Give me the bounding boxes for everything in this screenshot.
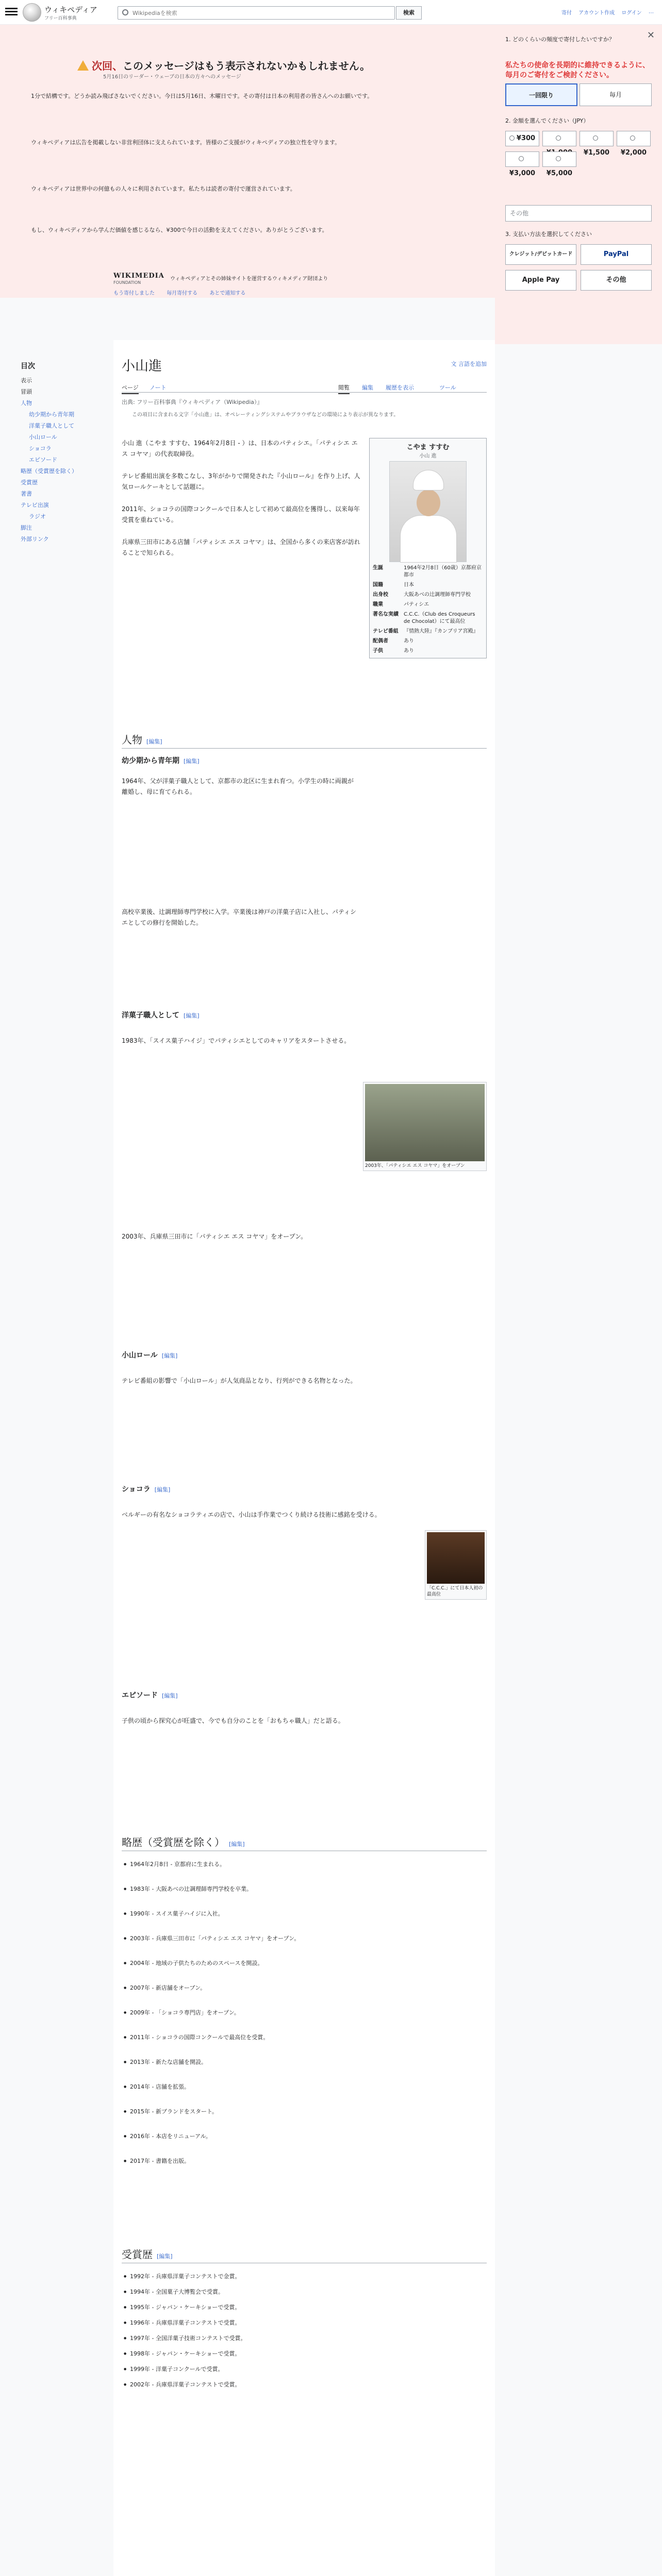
already-donated-link[interactable]: もう寄付しました — [113, 291, 155, 296]
store-photo[interactable] — [365, 1084, 485, 1161]
article-content — [113, 340, 495, 2576]
section-text: ベルギーの有名なショコラティエの店で、小山は手作業でつくり続ける技術に感銘を受ける。 — [122, 1511, 381, 1518]
section-heading — [122, 1834, 487, 1851]
main-menu-button[interactable] — [5, 6, 18, 18]
tagline: フリー百科事典 — [44, 16, 77, 21]
monthly-message: 私たちの使命を長期的に維持できるように、毎月のご寄付をご検討ください。 — [505, 61, 650, 79]
tab-page[interactable]: ページ — [122, 383, 139, 394]
history-item: ● 1990年 - スイス菓子ハイジに入社。 — [130, 1909, 481, 1918]
section-heading — [122, 1350, 487, 1360]
amount-option[interactable]: ¥5,000 — [542, 151, 576, 167]
toc-item[interactable]: 受賞歴 — [21, 479, 38, 486]
user-links — [556, 8, 654, 16]
toc-item[interactable]: テレビ出演 — [21, 502, 49, 509]
infobox-value: 日本 — [404, 582, 414, 588]
tab-read[interactable]: 閲覧 — [338, 383, 350, 394]
toc-item[interactable]: ショコラ — [29, 445, 52, 452]
infobox-row — [373, 601, 483, 608]
lead-paragraph: 小山 進（こやま すすむ、1964年2月8日 - ）は、日本のパティシエ。「パティシエ エス コヤマ」の代表取締役。 — [122, 439, 358, 457]
infobox-key: 生誕 — [373, 565, 383, 571]
tab-talk[interactable]: ノート — [150, 384, 167, 391]
create-account-link[interactable]: アカウント作成 — [578, 10, 615, 16]
banner-title — [77, 58, 370, 73]
history-item: ● 1964年2月8日 - 京都府に生まれる。 — [130, 1860, 481, 1869]
history-item: ● 2016年 - 本店をリニューアル。 — [130, 2132, 481, 2141]
infobox-rows — [373, 565, 483, 655]
infobox-value: あり — [404, 648, 414, 654]
infobox-row — [373, 591, 483, 599]
login-link[interactable]: ログイン — [621, 10, 642, 16]
infobox-row — [373, 638, 483, 645]
toc-item[interactable]: 表示 — [21, 377, 32, 384]
section-text: テレビ番組の影響で「小山ロール」が人気商品となり、行列ができる名物となった。 — [122, 1377, 357, 1384]
toc-item[interactable]: エピソード — [29, 456, 57, 463]
section-text: 子供の頃から探究心が旺盛で、今でも自分のことを「おもちゃ職人」だと語る。 — [122, 1717, 344, 1724]
language-button[interactable]: 文 言語を追加 — [451, 361, 487, 367]
infobox-key: 出身校 — [373, 592, 388, 598]
font-notice: この項目に含まれる文字「小山進」は、オペレーティングシステムやブラウザなどの環境により表示が異なります。 — [132, 412, 399, 418]
chocolate-figure[interactable] — [425, 1530, 487, 1600]
card-payment-button[interactable]: クレジット/デビットカード — [505, 244, 576, 265]
section-paragraph — [122, 1231, 410, 1242]
figure-caption: 2003年、「パティシエ エス コヤマ」をオープン — [365, 1163, 465, 1168]
close-icon[interactable]: ✕ — [647, 30, 655, 41]
infobox-name-kanji: 小山 進 — [419, 453, 437, 459]
history-item: ● 2017年 - 書籍を出版。 — [130, 2157, 481, 2165]
search-input[interactable] — [133, 9, 375, 17]
apple-pay-button[interactable]: Apple Pay — [505, 270, 576, 291]
infobox-value: パティシエ — [404, 602, 429, 607]
toc-item[interactable]: 人物 — [21, 400, 32, 406]
edit-section-link[interactable]: [編集] — [154, 1486, 171, 1493]
frequency-monthly-button[interactable]: 毎月 — [580, 83, 652, 106]
section-text: 1983年、「スイス菓子ハイジ」でパティシエとしてのキャリアをスタートさせる。 — [122, 1037, 351, 1044]
search-box[interactable] — [118, 6, 395, 20]
section-paragraph — [122, 1510, 410, 1520]
infobox-value: 大阪あべの辻調理師専門学校 — [404, 592, 471, 598]
section-heading — [122, 1690, 487, 1700]
history-item: ● 2009年 - 「ショコラ専門店」をオープン。 — [130, 2008, 481, 2017]
infobox-row — [373, 628, 483, 635]
infobox-key: 子供 — [373, 648, 383, 654]
other-amount-input[interactable]: その他 — [505, 205, 652, 222]
banner-subtitle: 5月16日のリーダー・ウェーブの日本の方々へのメッセージ — [103, 74, 241, 80]
lead-paragraph: 2011年、ショコラの国際コンクールで日本人として初めて最高位を獲得し、以来毎年受賞を重ねている。 — [122, 505, 360, 523]
banner-links — [113, 289, 256, 296]
award-item: ● 1999年 - 洋菓子コンクールで受賞。 — [130, 2365, 481, 2374]
section-text: 1964年、父が洋菓子職人として、京都市の北区に生まれ育つ。小学生の時に両親が離婚し、母に育てられる。 — [122, 777, 354, 795]
lead-paragraph: テレビ番組出演を多数こなし、3年がかりで開発された『小山ロール』を作り上げ、人気ロールケーキとして話題に。 — [122, 472, 360, 490]
toc-title: 目次 — [21, 362, 35, 370]
payment-question: 3. 支払い方法を選択してください — [505, 231, 592, 238]
toc-item[interactable]: 外部リンク — [21, 536, 49, 543]
history-item: ● 2004年 - 地域の子供たちのためのスペースを開設。 — [130, 1959, 481, 1968]
amount-question: 2. 金額を選んでください（JPY） — [505, 117, 589, 124]
chocolate-photo[interactable] — [427, 1532, 485, 1584]
toc-item[interactable]: ラジオ — [29, 513, 46, 520]
section-paragraph — [122, 1376, 410, 1386]
section-paragraph — [122, 907, 359, 928]
tab-tools[interactable]: ツール — [439, 384, 456, 391]
more-menu-icon[interactable]: ⋯ — [649, 10, 654, 16]
edit-section-link[interactable]: [編集] — [161, 1352, 178, 1359]
infobox-value: C.C.C.（Club des Croqueurs de Chocolat）にて最高位 — [404, 612, 475, 624]
wikipedia-logo-icon[interactable] — [23, 3, 41, 22]
tab-history[interactable]: 履歴を表示 — [386, 384, 414, 391]
donate-link[interactable]: 寄付 — [561, 10, 572, 16]
award-item: ● 1997年 - 全国洋菓子技術コンテストで受賞。 — [130, 2334, 481, 2343]
section-paragraph — [122, 776, 359, 798]
history-item: ● 2007年 - 新店舗をオープン。 — [130, 1984, 481, 1992]
amount-option[interactable]: ¥1,500 — [580, 131, 614, 146]
section-heading — [122, 1484, 487, 1494]
amount-option[interactable]: ¥3,000 — [505, 151, 539, 167]
amount-option[interactable]: ¥2,000 — [617, 131, 651, 146]
table-of-contents — [21, 361, 98, 545]
header — [0, 0, 662, 25]
section-text: 小山ロール — [122, 1351, 158, 1360]
frequency-once-button[interactable]: 一回限り — [505, 83, 577, 106]
award-item: ● 1995年 - ジャパン・ケーキショーで受賞。 — [130, 2303, 481, 2312]
donation-form — [495, 25, 662, 344]
section-paragraph — [122, 1716, 410, 1726]
section-text: 洋菓子職人として — [122, 1011, 179, 1020]
history-item: ● 2015年 - 新ブランドをスタート。 — [130, 2107, 481, 2116]
banner-paragraph: もし、ウィキペディアから学んだ価値を感じるなら、¥300で今日の活動を支えてください。ありがとうございます。 — [31, 227, 328, 233]
infobox-key: 著名な実績 — [373, 612, 399, 617]
infobox-value: あり — [404, 638, 414, 644]
search-button[interactable]: 検索 — [396, 6, 422, 20]
section-paragraph — [122, 1036, 359, 1046]
toc-item[interactable]: 脚注 — [21, 524, 32, 531]
history-item: ● 2003年 - 兵庫県三田市に「パティシエ エス コヤマ」をオープン。 — [130, 1934, 481, 1943]
award-item: ● 1998年 - ジャパン・ケーキショーで受賞。 — [130, 2349, 481, 2358]
other-payment-button[interactable]: その他 — [581, 270, 652, 291]
award-item: ● 2002年 - 兵庫県洋菓子コンテストで受賞。 — [130, 2380, 481, 2389]
frequency-question: 1. どのくらいの頻度で寄付したいですか？ — [505, 36, 615, 43]
toc-item[interactable]: 洋菓子職人として — [29, 422, 74, 429]
donate-monthly-link[interactable]: 毎月寄付する — [167, 291, 198, 296]
infobox-row — [373, 611, 483, 625]
toc-item[interactable]: 冒頭 — [21, 388, 32, 395]
banner-paragraph: ウィキペディアは世界中の何億もの人々に利用されています。私たちは読者の寄付で運営されています。 — [31, 185, 296, 192]
amount-option[interactable]: ¥300 — [505, 131, 539, 146]
banner-title-text: このメッセージはもう表示されないかもしれません。 — [123, 60, 370, 72]
remind-later-link[interactable]: あとで通知する — [209, 291, 246, 296]
search-icon — [122, 9, 128, 15]
infobox-value: 『情熱大陸』『カンブリア宮殿』 — [404, 629, 478, 634]
section-heading — [122, 1010, 487, 1020]
edit-section-link[interactable]: [編集] — [184, 758, 200, 765]
page-title: 小山進 — [122, 359, 162, 374]
history-item: ● 2014年 - 店舗を拡張。 — [130, 2082, 481, 2091]
section-heading — [122, 732, 487, 749]
edit-section-link[interactable]: [編集] — [146, 738, 162, 745]
section-text: 受賞歴 — [122, 2248, 153, 2261]
toc-item[interactable]: 小山ロール — [29, 434, 57, 440]
history-item: ● 2013年 - 新たな店舗を開設。 — [130, 2058, 481, 2066]
lead-paragraph: 兵庫県三田市にある店舗「パティシエ エス コヤマ」は、全国から多くの来店客が訪れることで知られる。 — [122, 538, 360, 556]
edit-section-link[interactable]: [編集] — [157, 2253, 173, 2260]
section-text: 高校卒業後、辻調理師専門学校に入学。卒業後は神戸の洋菓子店に入社し、パティシエとしての修行を開始した。 — [122, 908, 357, 926]
toc-list — [21, 375, 98, 545]
paypal-button[interactable]: PayPal — [581, 244, 652, 265]
section-heading — [122, 755, 487, 766]
figure-caption: 「C.C.C.」にて日本人初の最高位 — [427, 1586, 483, 1597]
section-text: 幼少期から青年期 — [122, 757, 179, 765]
section-text: 略歴（受賞歴を除く） — [122, 1836, 225, 1849]
portrait-image[interactable] — [389, 461, 467, 562]
edit-section-link[interactable]: [編集] — [184, 1012, 200, 1019]
infobox-name: こやま すすむ — [406, 444, 450, 451]
banner-tagline: ウィキペディアとその姉妹サイトを運営するウィキメディア財団より — [170, 276, 328, 282]
wikimedia-logo: WIKIMEDIA — [113, 272, 164, 280]
history-item: ● 1983年 - 大阪あべの辻調理師専門学校を卒業。 — [130, 1885, 481, 1893]
infobox-key: 職業 — [373, 602, 383, 607]
amount-option[interactable] — [542, 131, 576, 146]
infobox-key: テレビ番組 — [373, 629, 399, 634]
infobox-key: 配偶者 — [373, 638, 388, 644]
infobox-row — [373, 565, 483, 579]
section-text: エピソード — [122, 1691, 158, 1700]
section-heading — [122, 2246, 487, 2263]
tab-edit[interactable]: 編集 — [362, 384, 373, 391]
page-tabs — [122, 380, 487, 393]
award-item: ● 1996年 - 兵庫県洋菓子コンテストで受賞。 — [130, 2318, 481, 2327]
edit-section-link[interactable]: [編集] — [162, 1692, 178, 1699]
banner-paragraph: 1分で結構です。どうか読み飛ばさないでください。今日は5月16日、木曜日です。その寄付は日本の利用者の皆さんへのお願いです。 — [31, 93, 373, 99]
award-item: ● 1994年 - 全国菓子大博覧会で受賞。 — [130, 2287, 481, 2296]
store-figure[interactable] — [363, 1082, 487, 1171]
section-text: 2003年、兵庫県三田市に「パティシエ エス コヤマ」をオープン。 — [122, 1233, 307, 1240]
banner-paragraph: ウィキペディアは広告を掲載しない非営利団体に支えられています。皆様のご支援がウィキペディアの独立性を守ります。 — [31, 139, 341, 146]
history-item: ● 2011年 - ショコラの国際コンクールで最高位を受賞。 — [130, 2033, 481, 2042]
banner-title-highlight: 次回、 — [92, 60, 123, 72]
toc-item[interactable]: 略歴（受賞歴を除く） — [21, 468, 77, 474]
warning-icon — [77, 60, 89, 71]
infobox-key: 国籍 — [373, 582, 383, 588]
donation-banner — [0, 25, 495, 298]
section-text: 人物 — [122, 734, 142, 746]
edit-section-link[interactable]: [編集] — [229, 1841, 245, 1848]
section-text: ショコラ — [122, 1485, 151, 1494]
award-item: ● 1992年 - 兵庫県洋菓子コンテストで金賞。 — [130, 2272, 481, 2281]
wordmark[interactable]: ウィキペディア — [44, 5, 97, 14]
infobox-row — [373, 648, 483, 655]
infobox — [369, 438, 487, 658]
infobox-row — [373, 582, 483, 589]
toc-item[interactable]: 著書 — [21, 490, 32, 497]
source-line: 出典: フリー百科事典『ウィキペディア（Wikipedia）』 — [122, 399, 263, 405]
wikimedia-logo-sub: FOUNDATION — [113, 280, 141, 285]
infobox-value: 1964年2月8日（60歳）京都府京都市 — [404, 565, 482, 578]
toc-item[interactable]: 幼少期から青年期 — [29, 411, 74, 418]
